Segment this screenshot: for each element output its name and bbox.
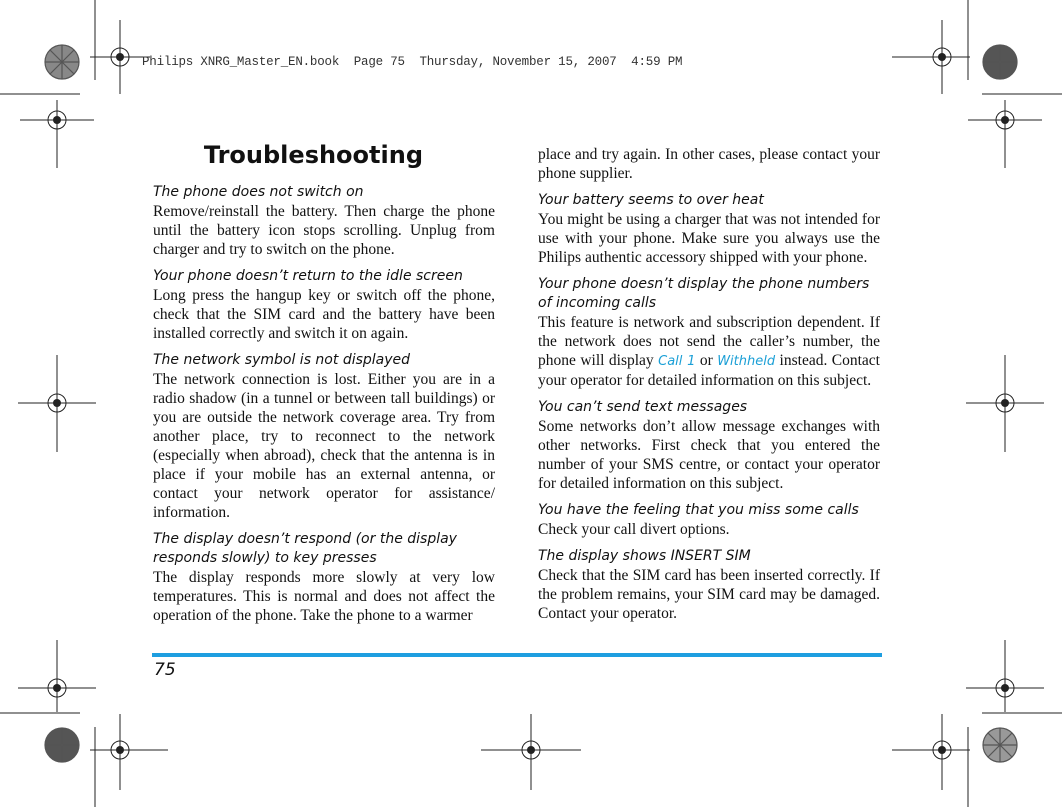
left-column [153, 183, 495, 633]
faq-answer [538, 313, 880, 390]
faq-item [153, 530, 495, 625]
faq-question: The display doesn’t respond (or the display responds slowly) to key presses [153, 531, 457, 566]
faq-question: The network symbol is not displayed [153, 352, 411, 368]
page-number: 75 [154, 660, 176, 680]
faq-continuation [538, 145, 880, 183]
footer-rule [152, 653, 882, 657]
faq-item [538, 191, 880, 267]
answer-text: This feature is network and subscription dependent. If the network does not send the caller’s number, the phone will display [538, 314, 880, 369]
registration-mark-br2 [966, 640, 1044, 712]
registration-mark-tl2 [20, 100, 94, 168]
answer-text: instead. Contact your operator for detailed information on this subject. [538, 352, 880, 389]
page-title: Troubleshooting [203, 141, 423, 169]
faq-answer: The network connection is lost. Either you are in a radio shadow (in a tunnel or between tall buildings) or you are outside the network coverage area. Try from another place, try to reconnect to the network (especially when abroad), check that the antenna is in place if your mobile has an external antenna, or contact your network operator for assistance/ information. [153, 371, 495, 521]
faq-question: The phone does not switch on [153, 184, 364, 200]
faq-answer: You might be using a charger that was not intended for use with your phone. Make sure you always use the Philips authentic accessory shipped with your phone. [538, 211, 880, 266]
right-column [538, 145, 880, 631]
faq-item [538, 501, 880, 539]
registration-mark-bl1 [18, 640, 96, 712]
faq-question: You can’t send text messages [538, 399, 748, 415]
registration-mark-br1 [892, 714, 970, 790]
starburst-br [983, 728, 1017, 762]
faq-item [153, 183, 495, 259]
faq-answer: Long press the hangup key or switch off the phone, check that the SIM card and the battery have been installed correctly and switch it on again. [153, 287, 495, 342]
registration-mark-tr1 [892, 20, 970, 94]
faq-answer: place and try again. In other cases, please contact your phone supplier. [538, 146, 880, 182]
faq-answer: Check that the SIM card has been inserted correctly. If the problem remains, your SIM card may be damaged. Contact your operator. [538, 567, 880, 622]
faq-item [538, 398, 880, 493]
withheld-label: Withheld [717, 354, 776, 369]
faq-question: Your phone doesn’t return to the idle screen [153, 268, 463, 284]
starburst-tl [45, 45, 79, 79]
faq-question: Your phone doesn’t display the phone numbers of incoming calls [538, 276, 870, 311]
registration-mark-bl2 [90, 714, 168, 790]
registration-mark-tr2 [968, 100, 1042, 168]
faq-answer: Some networks don’t allow message exchanges with other networks. First check that you entered the number of your SMS centre, or contact your operator for detailed information on this subject. [538, 418, 880, 492]
print-slug: Philips XNRG_Master_EN.book Page 75 Thursday, November 15, 2007 4:59 PM [142, 55, 683, 69]
faq-question: You have the feeling that you miss some calls [538, 502, 859, 518]
faq-question: The display shows INSERT SIM [538, 548, 751, 564]
faq-item [538, 547, 880, 623]
answer-text: or [695, 352, 718, 369]
starburst-tr [983, 45, 1017, 79]
faq-answer: Check your call divert options. [538, 521, 730, 538]
call-1-label: Call 1 [658, 354, 696, 369]
faq-answer: Remove/reinstall the battery. Then charge the phone until the battery icon stops scrolling. Unplug from charger and try to switch on the phone. [153, 203, 495, 258]
faq-answer: The display responds more slowly at very low temperatures. This is normal and does not affect the operation of the phone. Take the phone to a warmer [153, 569, 495, 624]
faq-item [153, 351, 495, 522]
faq-item [153, 267, 495, 343]
faq-item [538, 275, 880, 390]
faq-question: Your battery seems to over heat [538, 192, 764, 208]
starburst-bl [45, 728, 79, 762]
